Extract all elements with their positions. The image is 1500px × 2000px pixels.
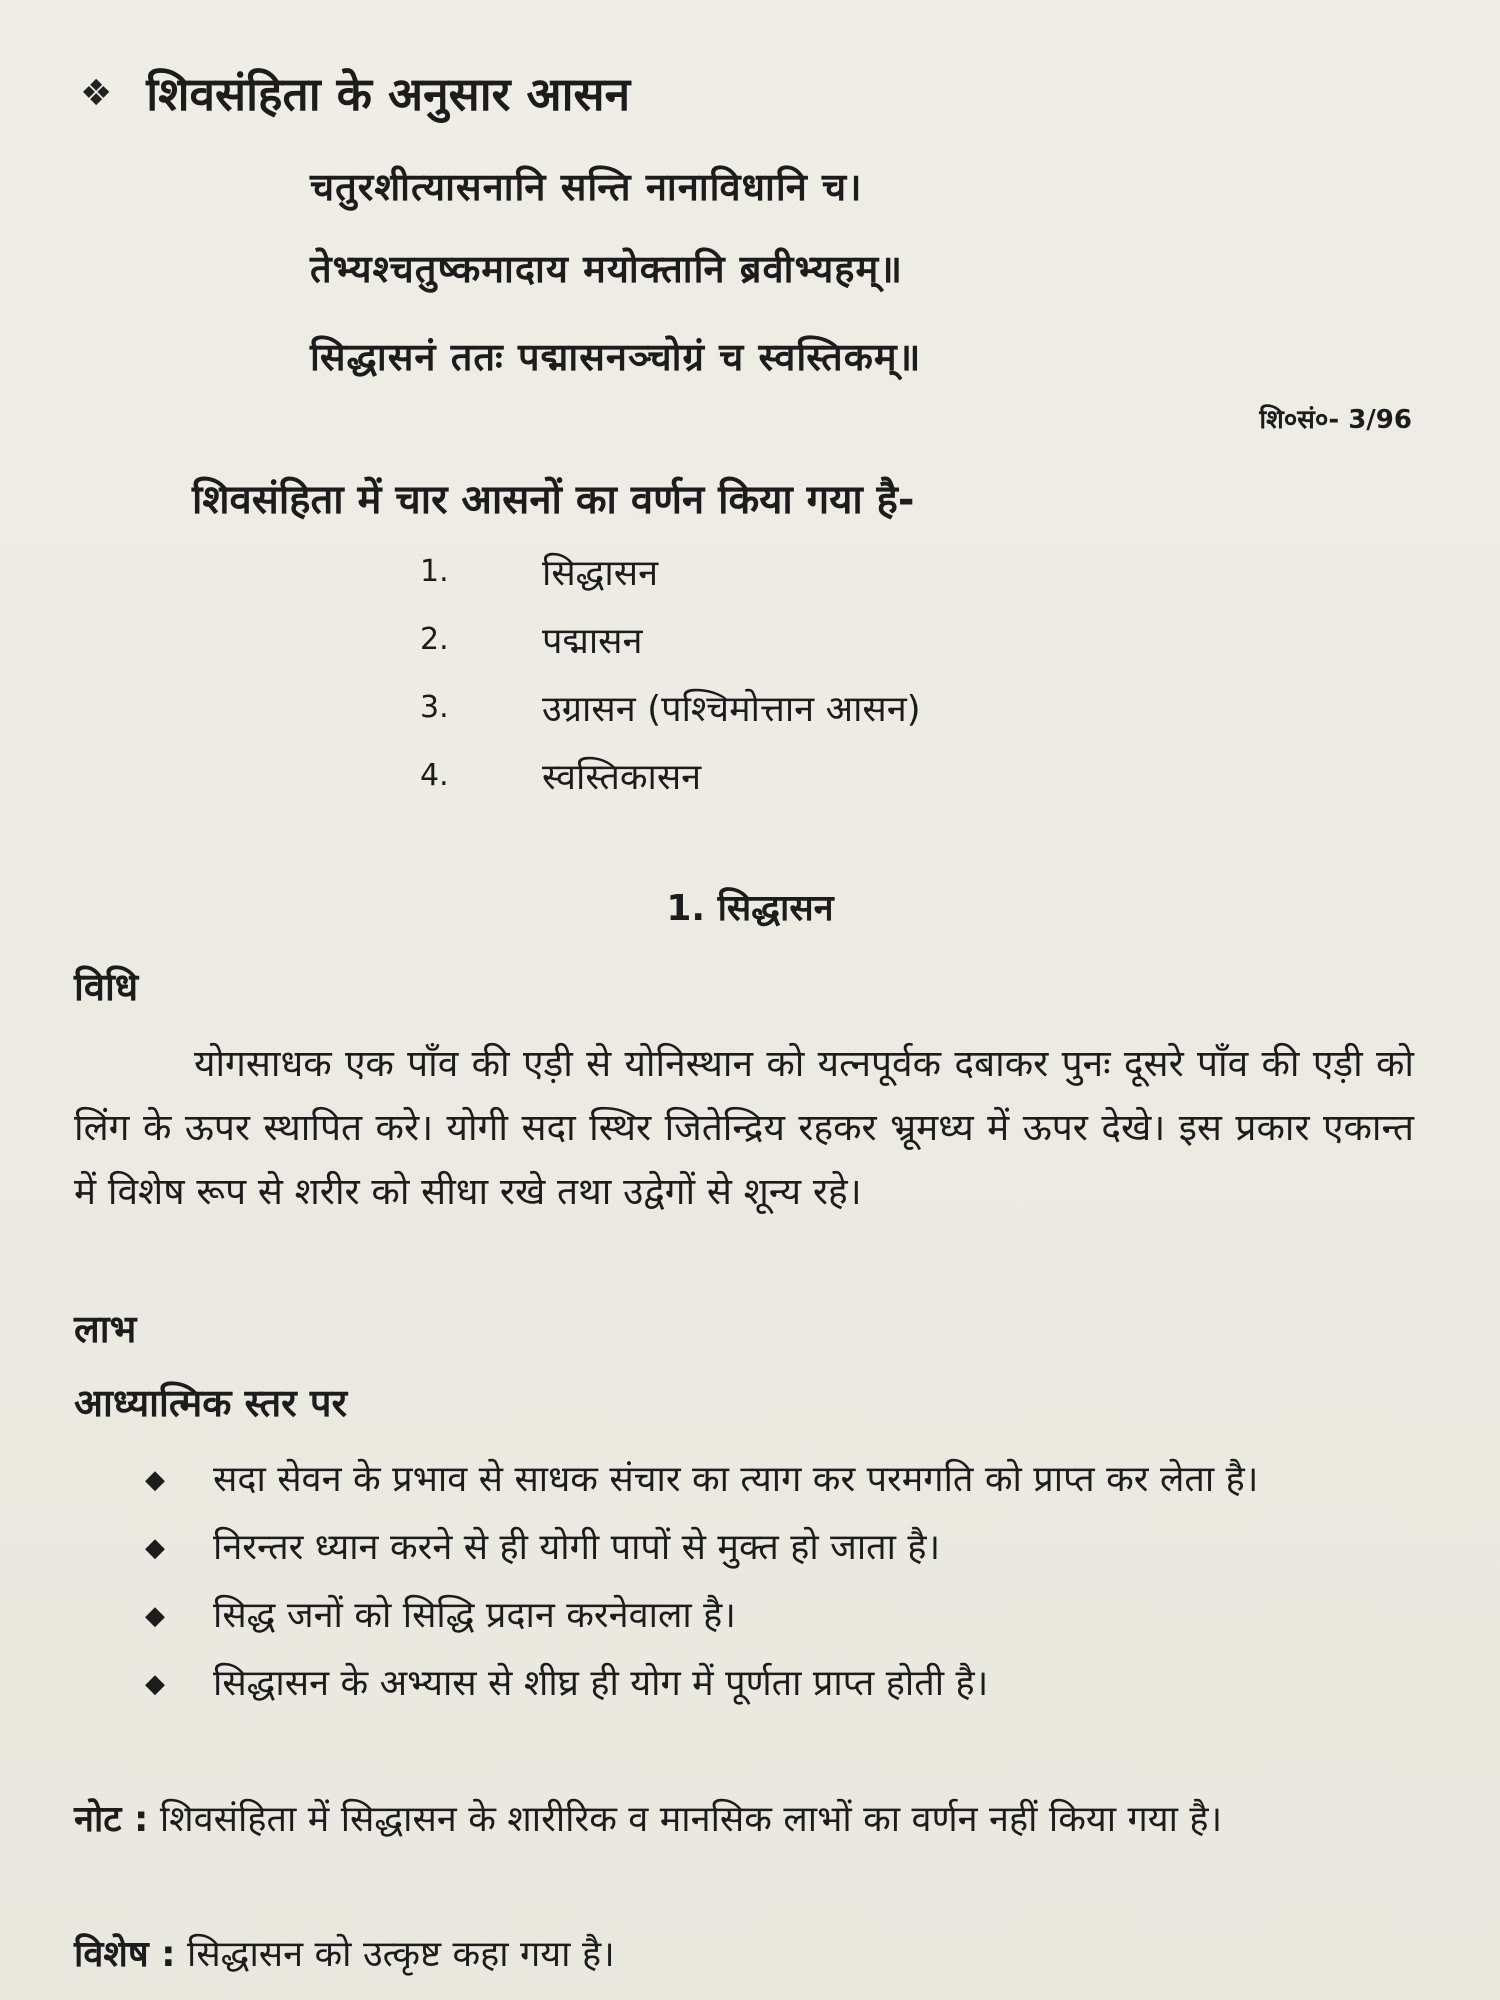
list-item-name: स्वस्तिकासन [542,756,702,798]
list-item [145,1654,1415,1714]
list-item [145,1518,1415,1578]
benefit-text: सिद्धासन के अभ्यास से शीघ्र ही योग में पूर्णता प्राप्त होती है। [213,1663,989,1704]
list-item-name: पद्मासन [542,620,643,662]
diamond-bullet-icon: ◆ [145,1533,165,1563]
benefits-label: लाभ [74,1307,137,1351]
diamond-bullet-icon: ◆ [145,1669,165,1699]
list-item-number: 2. [420,621,449,657]
list-item-number: 3. [420,689,449,725]
page-heading [80,62,630,124]
verse-line-1: चतुरशीत्यासनानि सन्ति नानाविधानि च। [310,165,863,209]
list-item-number: 4. [420,757,449,793]
benefits-list [145,1450,1415,1722]
method-paragraph: योगसाधक एक पाँव की एड़ी से योनिस्थान को यत्नपूर्वक दबाकर पुनः दूसरे पाँव की एड़ी को लिंग के ऊपर स्थापित करे। योगी सदा स्थिर जितेन्द्रिय रहकर भ्रूमध्य में ऊपर देखे। इस प्रकार एकान्त में विशेष रूप से शरीर को सीधा रखे तथा उद्वेगों से शून्य रहे। [74,1042,1414,1213]
list-item [420,537,921,605]
diamond-bullet-icon: ◆ [145,1465,165,1495]
list-item [420,741,921,809]
benefit-text: सदा सेवन के प्रभाव से साधक संचार का त्याग कर परमगति को प्राप्त कर लेता है। [213,1459,1259,1500]
benefits-sublabel: आध्यात्मिक स्तर पर [74,1381,348,1425]
special-text: सिद्धासन को उत्कृष्ट कहा गया है। [187,1934,615,1975]
note-text: शिवसंहिता में सिद्धासन के शारीरिक व मानसिक लाभों का वर्णन नहीं किया गया है। [159,1799,1223,1840]
special-paragraph [74,1928,615,1977]
special-label: विशेष : [74,1934,176,1975]
benefit-text: निरन्तर ध्यान करने से ही योगी पापों से मुक्त हो जाता है। [213,1527,941,1568]
list-item-name: सिद्धासन [542,552,659,594]
list-item-name: उग्रासन (पश्चिमोत्तान आसन) [542,688,921,730]
diamond-bullet-icon: ◆ [145,1601,165,1631]
note-paragraph [74,1788,1414,1852]
note-label: नोट : [74,1799,149,1840]
intro-text: शिवसंहिता में चार आसनों का वर्णन किया गया है- [192,477,915,523]
method-label: विधि [74,965,139,1009]
verse-line-2: तेभ्यश्चतुष्कमादाय मयोक्तानि ब्रवीभ्यहम्॥ [310,247,903,291]
list-item-number: 1. [420,553,449,589]
heading-title: शिवसंहिता के अनुसार आसन [146,67,631,121]
list-item [420,673,921,741]
verse-line-3: सिद्धासनं ततः पद्मासनञ्चोग्रं च स्वस्तिकम्॥ [310,335,922,379]
section-title: 1. सिद्धासन [666,888,834,929]
list-item [420,605,921,673]
list-item [145,1450,1415,1510]
list-item [145,1586,1415,1646]
asana-list [420,537,921,809]
verse-reference: शि०सं०- 3/96 [1259,405,1412,435]
diamond-cluster-icon: ❖ [80,72,113,114]
benefit-text: सिद्ध जनों को सिद्धि प्रदान करनेवाला है। [213,1595,736,1636]
